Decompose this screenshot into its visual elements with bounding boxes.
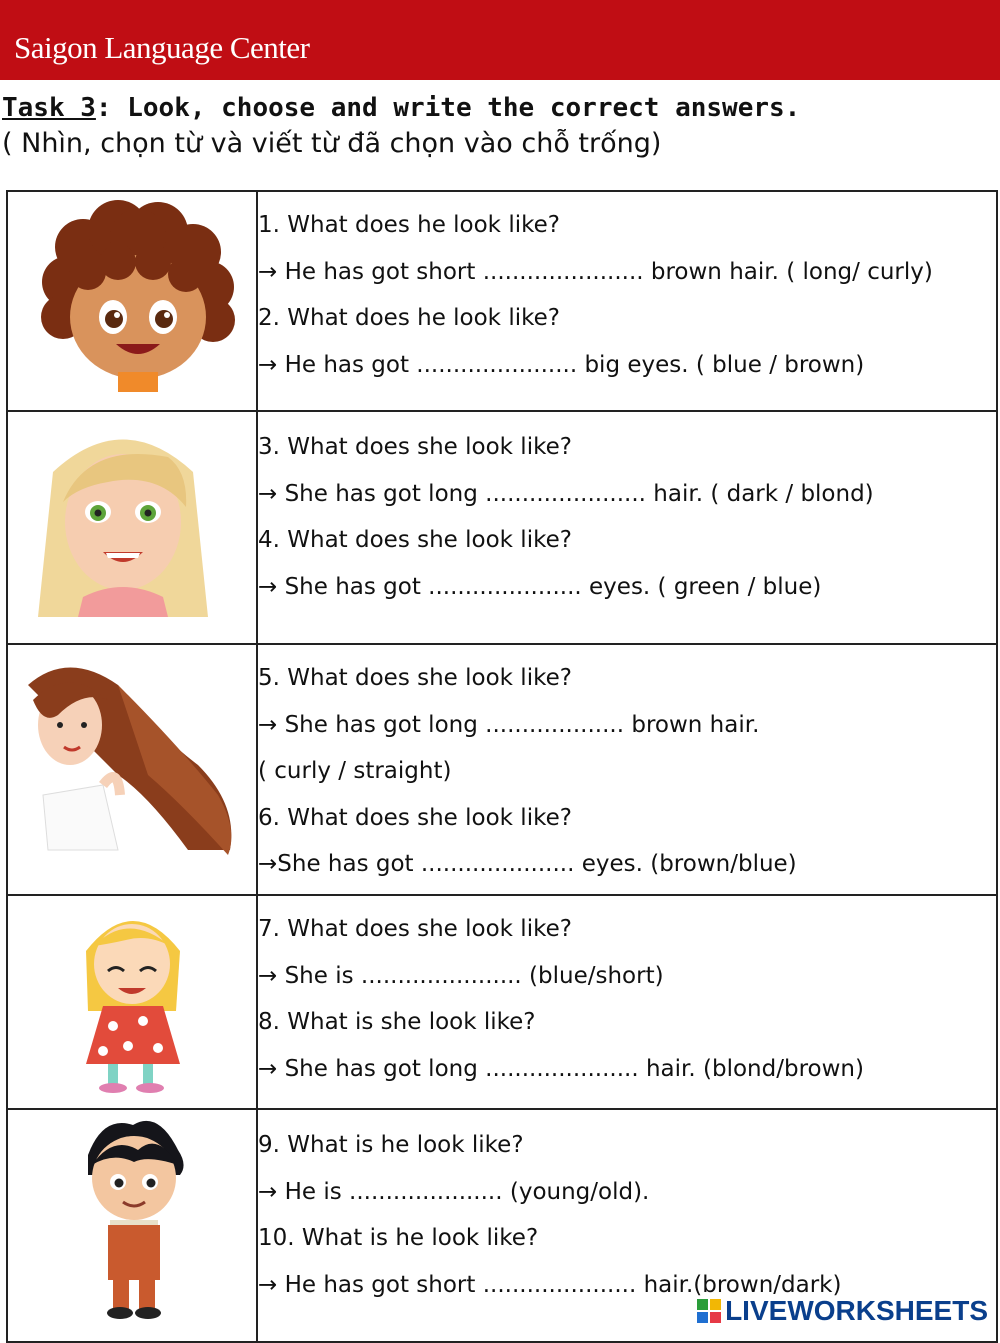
logo-icon bbox=[697, 1299, 721, 1323]
task-label: Task 3 bbox=[2, 93, 96, 123]
picture-cell bbox=[7, 411, 257, 644]
question-line: 8. What is she look like? bbox=[258, 1009, 536, 1036]
question-line: 9. What is he look like? bbox=[258, 1132, 524, 1158]
center-name: Saigon Language Center bbox=[14, 30, 310, 65]
question-line: 1. What does he look like? bbox=[258, 212, 560, 238]
question-line: 3. What does she look like? bbox=[258, 434, 572, 460]
answer-line: → He is ..................... (young/old). bbox=[258, 1178, 650, 1205]
question-line: 2. What does he look like? bbox=[258, 305, 560, 332]
question-cell bbox=[257, 411, 997, 644]
picture-cell bbox=[7, 644, 257, 895]
question-line: 6. What does she look like? bbox=[258, 804, 572, 831]
question-line: 7. What does she look like? bbox=[258, 916, 572, 942]
dark-haired-boy-picture bbox=[8, 1110, 256, 1329]
answer-line: → He has got short ..................... hair.(brown/dark) bbox=[258, 1271, 842, 1298]
answer-line: → She is ...................... (blue/short) bbox=[258, 962, 664, 989]
answer-options-line: ( curly / straight) bbox=[258, 758, 452, 785]
question-cell bbox=[257, 191, 997, 411]
worksheet-table bbox=[6, 190, 998, 1343]
answer-line: → He has got ...................... big eyes. ( blue / brown) bbox=[258, 351, 865, 378]
curly-haired-boy-picture bbox=[8, 192, 256, 400]
little-blond-girl-picture bbox=[8, 896, 256, 1098]
picture-cell bbox=[7, 895, 257, 1109]
task-heading bbox=[2, 93, 800, 123]
question-cell bbox=[257, 644, 997, 895]
table-row bbox=[7, 644, 997, 895]
table-row bbox=[7, 191, 997, 411]
picture-cell bbox=[7, 1109, 257, 1342]
question-line: 4. What does she look like? bbox=[258, 527, 572, 554]
blond-girl-picture bbox=[8, 412, 256, 631]
answer-line: → She has got ..................... eyes. ( green / blue) bbox=[258, 573, 822, 600]
table-row bbox=[7, 411, 997, 644]
picture-cell bbox=[7, 191, 257, 411]
answer-line: → She has got long ..................... hair. (blond/brown) bbox=[258, 1055, 864, 1082]
long-haired-woman-picture bbox=[8, 645, 256, 884]
task-translation: ( Nhìn, chọn từ và viết từ đã chọn vào chỗ trống) bbox=[2, 128, 662, 159]
question-cell bbox=[257, 895, 997, 1109]
answer-line: → She has got long ...................... hair. ( dark / blond) bbox=[258, 480, 874, 507]
question-line: 10. What is he look like? bbox=[258, 1225, 539, 1252]
header-bar bbox=[0, 0, 1000, 80]
question-line: 5. What does she look like? bbox=[258, 665, 572, 691]
task-instruction: : Look, choose and write the correct answers. bbox=[95, 93, 801, 123]
brand-name: LIVEWORKSHEETS bbox=[725, 1295, 988, 1326]
liveworksheets-logo bbox=[697, 1295, 988, 1327]
table-row bbox=[7, 895, 997, 1109]
answer-line: →She has got ..................... eyes. (brown/blue) bbox=[258, 851, 797, 878]
answer-line: → She has got long ................... brown hair. bbox=[258, 711, 760, 738]
answer-line: → He has got short ...................... brown hair. ( long/ curly) bbox=[258, 258, 933, 285]
